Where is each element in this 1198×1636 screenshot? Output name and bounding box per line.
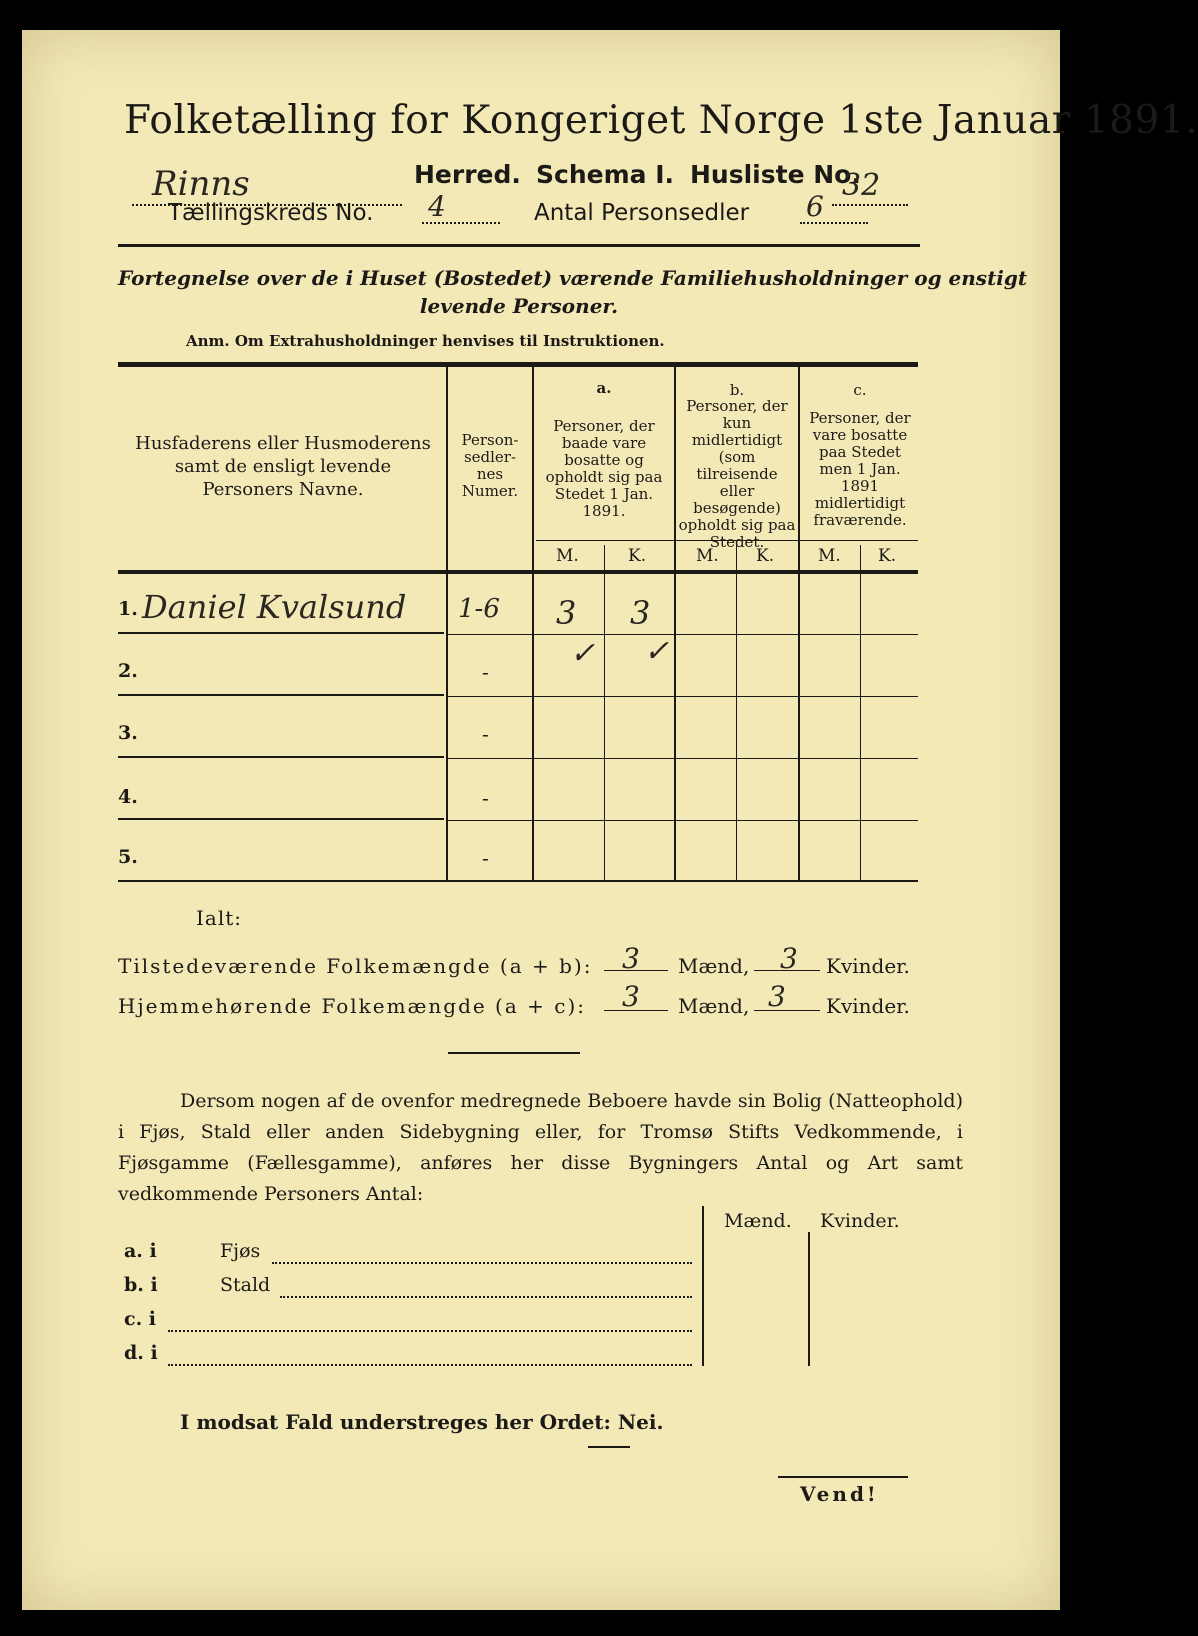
form-title: Folketælling for Kongeriget Norge 1ste Januar 1891. (124, 98, 1198, 143)
a-k-value: 3 (630, 594, 651, 632)
antal-field (800, 190, 868, 224)
sedler-number: - (482, 660, 489, 684)
kreds-value: 4 (428, 190, 446, 223)
col-header-c-letter: c. (853, 381, 867, 399)
nei-underline (588, 1446, 630, 1448)
subtitle-line2: levende Personer. (419, 294, 619, 318)
header-rule (118, 244, 920, 247)
nei-instruction: I modsat Fald understreges her Ordet: Nei. (180, 1410, 664, 1434)
row-rule (448, 634, 918, 635)
maend-label-1: Mænd, (678, 954, 750, 978)
col-divider-b-mk (736, 545, 737, 880)
col-divider-3 (674, 367, 676, 880)
husliste-label: Husliste No. (690, 160, 861, 189)
building-label: a. i (124, 1240, 157, 1262)
c-m-header: M. (818, 546, 841, 566)
col-header-a-letter: a. (596, 379, 612, 397)
subtitle-line1: Fortegnelse over de i Huset (Bostedet) værende Familiehusholdninger og enstigt (118, 266, 1028, 290)
antal-value: 6 (806, 190, 824, 223)
kreds-label: Tællingskreds No. (168, 200, 374, 226)
col-header-names: Husfaderens eller Husmoderens samt de ensligt levende Personers Navne. (135, 433, 431, 500)
buildings-maend-header: Mænd. (724, 1210, 792, 1232)
col-header-c: Personer, der vare bosatte paa Stedet men 1 Jan. 1891 midlertidigt fraværende. (809, 409, 911, 529)
a-m-value: ✓ (570, 636, 596, 671)
c-k-header: K. (878, 546, 897, 566)
row-rule (448, 696, 918, 697)
col-divider-c-mk (860, 545, 861, 880)
outbuilding-instructions: Dersom nogen af de ovenfor medregnede Beboere havde sin Bolig (Natteophold) i Fjøs, Stald eller anden Sidebygning eller, for Tromsø Stifts Vedkommende, i Fjøsgamme (Fællesgamme), anføres her disse Bygningers Antal og Art samt vedkommende Personers Antal: (118, 1090, 963, 1205)
herred-label: Herred. (414, 160, 521, 189)
ialt-label: Ialt: (196, 906, 242, 930)
building-label: b. i (124, 1274, 158, 1296)
building-name: Stald (220, 1274, 271, 1296)
tilstede-m-value: 3 (622, 942, 640, 975)
husliste-field (832, 168, 908, 206)
kvinder-label-1: Kvinder. (826, 954, 910, 978)
col-header-b-letter: b. (729, 381, 745, 399)
kvinder-label-2: Kvinder. (826, 994, 910, 1018)
hjemme-m-value: 3 (622, 980, 640, 1013)
herred-value: Rinns (152, 164, 250, 204)
row-number: 2. (118, 660, 138, 682)
row-rule (448, 758, 918, 759)
hjemme-k-field (754, 980, 820, 1013)
buildings-kvinder-header: Kvinder. (820, 1210, 900, 1232)
row-rule (118, 694, 444, 696)
col-divider-2 (532, 367, 534, 880)
a-k-header: K. (628, 546, 647, 566)
b-k-header: K. (756, 546, 775, 566)
household-name: Daniel Kvalsund (142, 588, 407, 626)
tilstede-label: Tilstedeværende Folkemængde (a + b): (118, 954, 593, 978)
sedler-number: 1-6 (458, 594, 500, 624)
row-number: 1. (118, 598, 138, 620)
building-dots (280, 1296, 692, 1298)
building-name: Fjøs (220, 1240, 261, 1262)
hjemme-label: Hjemmehørende Folkemængde (a + c): (118, 994, 586, 1018)
maend-label-2: Mænd, (678, 994, 750, 1018)
building-dots (272, 1262, 692, 1264)
hjemme-k-value: 3 (768, 980, 786, 1013)
col-header-number: Person-sedler-nes Numer. (461, 431, 519, 500)
col-divider-4 (798, 367, 800, 880)
building-label: d. i (124, 1342, 158, 1364)
row-number: 4. (118, 786, 138, 808)
row-rule (118, 756, 444, 758)
a-m-header: M. (556, 546, 579, 566)
vend-rule (778, 1476, 908, 1478)
a-k-value: ✓ (644, 634, 670, 669)
row-rule (118, 632, 444, 634)
schema-label: Schema I. (536, 160, 675, 189)
table-bottom-rule (118, 880, 918, 882)
sedler-number: - (482, 786, 489, 810)
buildings-divider-2 (808, 1232, 810, 1366)
row-rule (448, 820, 918, 821)
vend-label: Vend! (800, 1482, 879, 1506)
sedler-number: - (482, 722, 489, 746)
a-m-value: 3 (556, 594, 577, 632)
section-divider (448, 1052, 580, 1054)
row-number: 3. (118, 722, 138, 744)
building-dots (168, 1364, 692, 1366)
building-label: c. i (124, 1308, 157, 1330)
col-header-b: Personer, der kun midlertidigt (som tilreisende eller besøgende) opholdt sig paa Stedet. (678, 397, 796, 551)
tilstede-k-value: 3 (780, 942, 798, 975)
husliste-value: 32 (842, 168, 881, 203)
kreds-field (422, 190, 500, 224)
tilstede-m-field (604, 942, 668, 975)
instruction-note: Anm. Om Extrahusholdninger henvises til Instruktionen. (186, 332, 665, 350)
b-m-header: M. (696, 546, 719, 566)
tilstede-k-field (754, 942, 820, 975)
antal-label: Antal Personsedler (534, 200, 750, 226)
col-divider-a-mk (604, 545, 605, 880)
col-divider-1 (446, 367, 448, 880)
building-dots (168, 1330, 692, 1332)
col-header-a: Personer, der baade vare bosatte og opholdt sig paa Stedet 1 Jan. 1891. (545, 417, 663, 520)
buildings-divider-1 (702, 1206, 704, 1366)
row-rule (118, 818, 444, 820)
row-number: 5. (118, 846, 138, 868)
sedler-number: - (482, 846, 489, 870)
hjemme-m-field (604, 980, 668, 1013)
